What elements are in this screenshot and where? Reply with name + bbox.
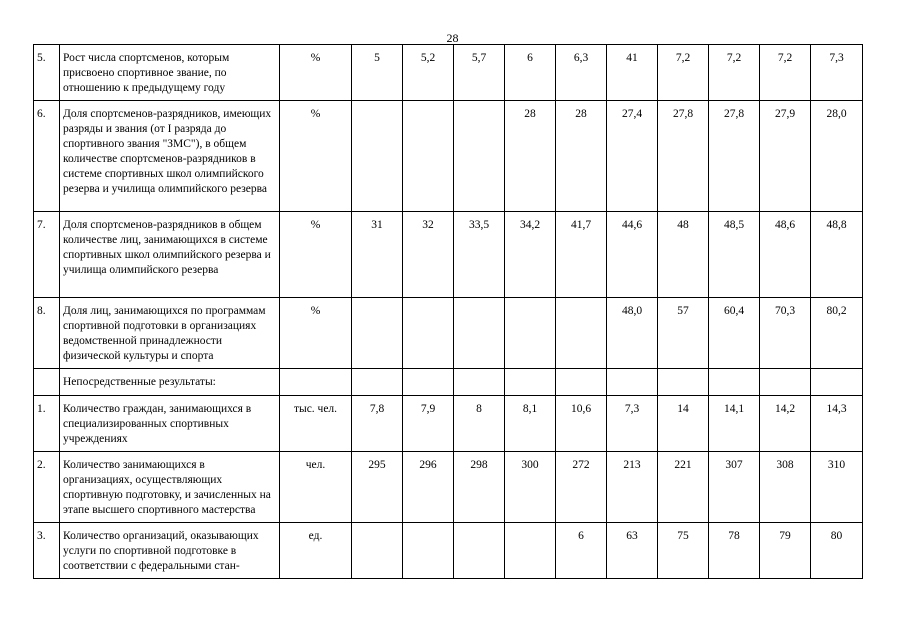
value-cell: [403, 298, 454, 369]
value-cell: 307: [709, 452, 760, 523]
row-number: 1.: [34, 396, 60, 452]
value-cell: 14,1: [709, 396, 760, 452]
value-cell: 298: [454, 452, 505, 523]
value-cell: 48,5: [709, 212, 760, 298]
unit-cell: чел.: [280, 452, 352, 523]
value-cell: 27,4: [607, 101, 658, 212]
row-number: 2.: [34, 452, 60, 523]
value-cell: 27,8: [709, 101, 760, 212]
row-number: [34, 369, 60, 396]
value-cell: 6,3: [556, 45, 607, 101]
unit-cell: %: [280, 101, 352, 212]
value-cell: 79: [760, 523, 811, 579]
value-cell: 221: [658, 452, 709, 523]
unit-cell: ед.: [280, 523, 352, 579]
value-cell: 57: [658, 298, 709, 369]
value-cell: [454, 369, 505, 396]
value-cell: [352, 369, 403, 396]
value-cell: [607, 369, 658, 396]
row-number: 7.: [34, 212, 60, 298]
value-cell: 28: [505, 101, 556, 212]
table-row: [34, 523, 863, 579]
unit-cell: %: [280, 45, 352, 101]
value-cell: 41,7: [556, 212, 607, 298]
indicator-name: Доля спортсменов-разрядников, имеющих разряды и звания (от I разряда до спортивного звания "ЗМС"), в общем количестве спортсменов-разрядников в системе спортивных школ олимпийского резерва и училища олимпийского резерва: [60, 101, 280, 212]
value-cell: 7,3: [607, 396, 658, 452]
indicator-name: Доля лиц, занимающихся по программам спортивной подготовки в организациях ведомственной принадлежности физической культуры и спорта: [60, 298, 280, 369]
table-body: [34, 45, 863, 579]
value-cell: [454, 298, 505, 369]
value-cell: 6: [556, 523, 607, 579]
value-cell: 8: [454, 396, 505, 452]
indicator-name: Доля спортсменов-разрядников в общем количестве лиц, занимающихся в системе спортивных школ олимпийского резерва и училища олимпийского резерва: [60, 212, 280, 298]
table-row: [34, 101, 863, 212]
table-row: [34, 45, 863, 101]
table-row: [34, 212, 863, 298]
table-row: [34, 396, 863, 452]
indicator-name: Непосредственные результаты:: [60, 369, 280, 396]
value-cell: [556, 369, 607, 396]
indicator-name: Количество организаций, оказывающих услуги по спортивной подготовке в соответствии с федеральными стан-: [60, 523, 280, 579]
value-cell: 310: [811, 452, 863, 523]
value-cell: 14,2: [760, 396, 811, 452]
value-cell: 7,2: [658, 45, 709, 101]
value-cell: 70,3: [760, 298, 811, 369]
row-number: 6.: [34, 101, 60, 212]
value-cell: [403, 101, 454, 212]
value-cell: [352, 101, 403, 212]
table-row: [34, 298, 863, 369]
value-cell: [760, 369, 811, 396]
value-cell: 41: [607, 45, 658, 101]
value-cell: 5,7: [454, 45, 505, 101]
value-cell: 48,6: [760, 212, 811, 298]
value-cell: 28: [556, 101, 607, 212]
value-cell: 272: [556, 452, 607, 523]
unit-cell: тыс. чел.: [280, 396, 352, 452]
value-cell: 28,0: [811, 101, 863, 212]
value-cell: 296: [403, 452, 454, 523]
table-row: [34, 369, 863, 396]
value-cell: 48: [658, 212, 709, 298]
value-cell: [403, 523, 454, 579]
value-cell: 60,4: [709, 298, 760, 369]
value-cell: [352, 298, 403, 369]
unit-cell: %: [280, 298, 352, 369]
value-cell: 8,1: [505, 396, 556, 452]
value-cell: 14,3: [811, 396, 863, 452]
value-cell: [352, 523, 403, 579]
value-cell: 78: [709, 523, 760, 579]
indicator-name: Количество занимающихся в организациях, осуществляющих спортивную подготовку, и зачисленных на этапе высшего спортивного мастерства: [60, 452, 280, 523]
indicators-table: [33, 44, 863, 579]
indicator-name: Рост числа спортсменов, которым присвоено спортивное звание, по отношению к предыдущему году: [60, 45, 280, 101]
value-cell: 27,9: [760, 101, 811, 212]
value-cell: 300: [505, 452, 556, 523]
row-number: 3.: [34, 523, 60, 579]
value-cell: [811, 369, 863, 396]
value-cell: [505, 298, 556, 369]
table-row: [34, 452, 863, 523]
value-cell: 80: [811, 523, 863, 579]
value-cell: 75: [658, 523, 709, 579]
value-cell: 6: [505, 45, 556, 101]
value-cell: [403, 369, 454, 396]
value-cell: 48,0: [607, 298, 658, 369]
row-number: 8.: [34, 298, 60, 369]
indicator-name: Количество граждан, занимающихся в специализированных спортивных учреждениях: [60, 396, 280, 452]
value-cell: 80,2: [811, 298, 863, 369]
value-cell: 7,8: [352, 396, 403, 452]
value-cell: [454, 523, 505, 579]
value-cell: 27,8: [658, 101, 709, 212]
value-cell: 14: [658, 396, 709, 452]
value-cell: 7,3: [811, 45, 863, 101]
value-cell: 10,6: [556, 396, 607, 452]
value-cell: 63: [607, 523, 658, 579]
value-cell: 5,2: [403, 45, 454, 101]
value-cell: 32: [403, 212, 454, 298]
value-cell: 7,9: [403, 396, 454, 452]
page-number: 28: [446, 31, 459, 45]
value-cell: 31: [352, 212, 403, 298]
value-cell: [454, 101, 505, 212]
value-cell: [505, 369, 556, 396]
value-cell: 308: [760, 452, 811, 523]
unit-cell: %: [280, 212, 352, 298]
value-cell: [709, 369, 760, 396]
value-cell: 7,2: [709, 45, 760, 101]
value-cell: 7,2: [760, 45, 811, 101]
value-cell: 5: [352, 45, 403, 101]
value-cell: [556, 298, 607, 369]
unit-cell: [280, 369, 352, 396]
value-cell: [505, 523, 556, 579]
value-cell: 34,2: [505, 212, 556, 298]
value-cell: 44,6: [607, 212, 658, 298]
value-cell: [658, 369, 709, 396]
value-cell: 48,8: [811, 212, 863, 298]
row-number: 5.: [34, 45, 60, 101]
value-cell: 295: [352, 452, 403, 523]
value-cell: 213: [607, 452, 658, 523]
value-cell: 33,5: [454, 212, 505, 298]
